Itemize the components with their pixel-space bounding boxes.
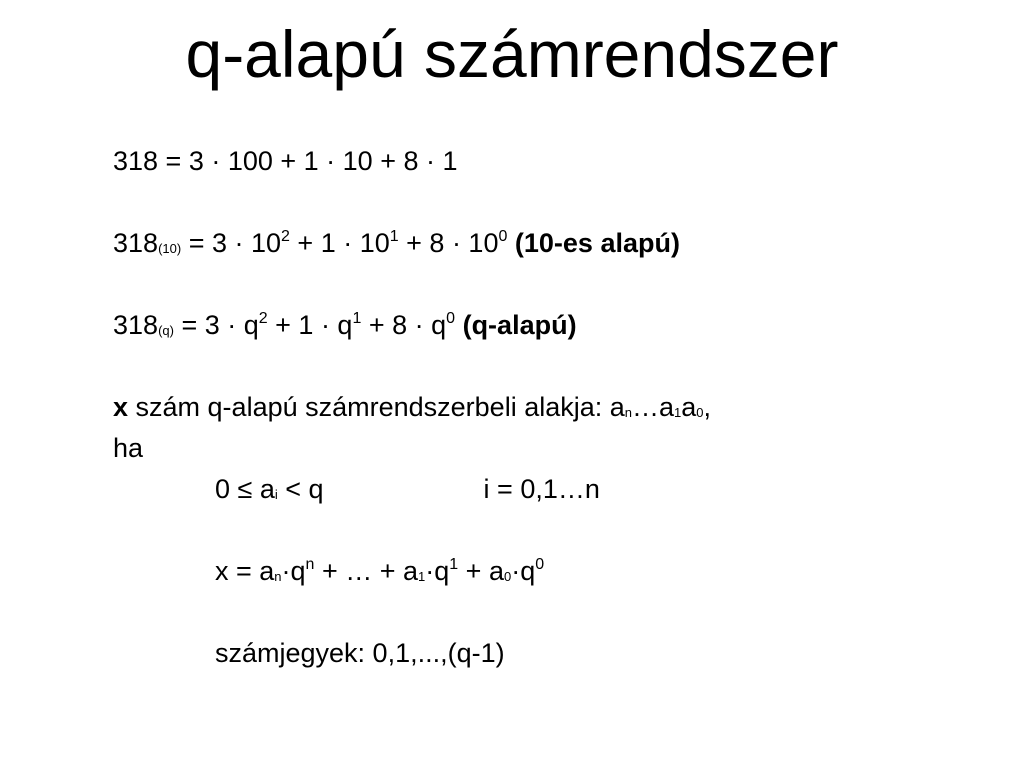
- subscript: i: [274, 487, 278, 502]
- exponent: 1: [352, 310, 362, 327]
- term: ·q: [425, 556, 450, 586]
- digit-symbol: a: [681, 392, 697, 422]
- base-subscript: (q): [158, 323, 174, 338]
- condition: < q: [277, 474, 324, 504]
- subscript: 1: [418, 569, 426, 584]
- digits-line: számjegyek: 0,1,...,(q-1): [215, 638, 505, 668]
- digit-condition-line: [215, 473, 600, 505]
- term: ·q: [281, 556, 306, 586]
- term: + 8 · 10: [398, 228, 499, 258]
- condition-intro: ha: [113, 433, 144, 463]
- exponent: 0: [535, 556, 545, 573]
- exponent: n: [305, 556, 315, 573]
- term: = 3 · q: [173, 310, 259, 340]
- exponent: 1: [449, 556, 459, 573]
- condition: 0 ≤ a: [215, 474, 275, 504]
- ellipsis: …a: [632, 392, 675, 422]
- subscript: 0: [503, 569, 512, 584]
- term: + … + a: [314, 556, 419, 586]
- general-formula-line: [215, 555, 544, 587]
- variable-x: x: [113, 392, 129, 422]
- exponent: 0: [446, 310, 456, 327]
- subscript: n: [624, 405, 632, 420]
- comma: ,: [703, 392, 712, 422]
- base-label: (10-es alapú): [514, 228, 680, 258]
- subscript: 0: [696, 405, 704, 420]
- term: + 8 · q: [361, 310, 447, 340]
- index-range: i = 0,1…n: [483, 474, 600, 504]
- exponent: 2: [258, 310, 268, 327]
- number: 318: [113, 228, 159, 258]
- term: x = a: [215, 556, 275, 586]
- exponent: 2: [281, 228, 290, 245]
- base-label: (q-alapú): [462, 310, 577, 340]
- definition-line: [113, 391, 711, 423]
- term: + 1 · q: [267, 310, 353, 340]
- number: 318: [113, 310, 159, 340]
- term: ·q: [511, 556, 536, 586]
- exponent: 0: [498, 228, 508, 245]
- term: + a: [458, 556, 504, 586]
- term: + 1 · 10: [289, 228, 390, 258]
- base-subscript: (10): [158, 241, 182, 256]
- decimal-expansion-line: 318 = 3 · 100 + 1 · 10 + 8 · 1: [113, 146, 458, 176]
- term: = 3 · 10: [181, 228, 282, 258]
- subscript: n: [274, 569, 282, 584]
- definition-text: szám q-alapú számrendszerbeli alakja: a: [128, 392, 625, 422]
- slide-title: q-alapú számrendszer: [185, 17, 839, 91]
- base-q-expansion-line: [113, 309, 577, 341]
- subscript: 1: [674, 405, 682, 420]
- base-10-expansion-line: [113, 227, 680, 259]
- exponent: 1: [389, 228, 399, 245]
